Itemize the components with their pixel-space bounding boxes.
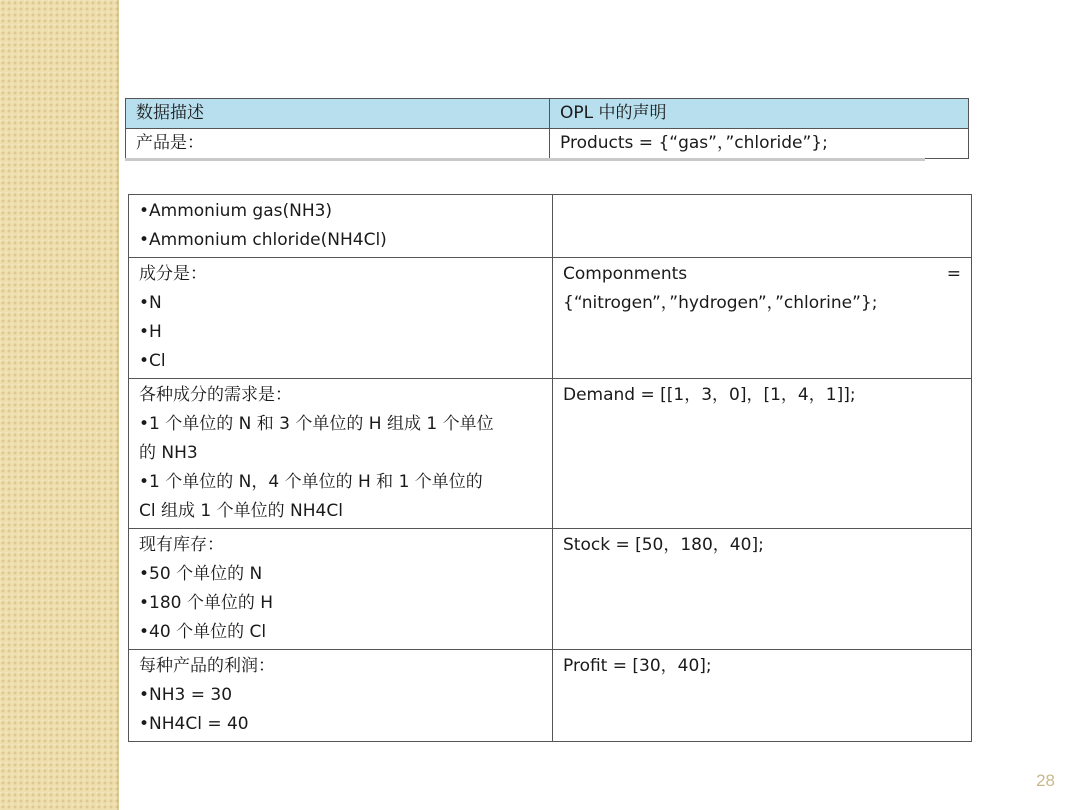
components-declaration-cell — [553, 258, 972, 379]
decorative-side-strip — [0, 0, 119, 810]
products-declaration: Products = {“gas”，”chloride”}; — [550, 129, 969, 159]
equals-sign: = — [946, 264, 961, 284]
components-keyword: Componments — [563, 264, 688, 284]
list-item: •NH4Cl = 40 — [139, 714, 249, 734]
list-item: •50 个单位的 N — [139, 564, 263, 584]
components-heading: 成分是： — [139, 264, 207, 284]
demand-declaration-cell — [553, 379, 972, 529]
products-description: 产品是： — [126, 129, 550, 159]
table-row — [129, 529, 972, 650]
components-cell — [129, 258, 553, 379]
stock-heading: 现有库存： — [139, 535, 224, 555]
list-item: 的 NH3 — [139, 443, 198, 463]
list-item: •Ammonium chloride(NH4Cl) — [139, 230, 387, 250]
data-table — [128, 194, 972, 742]
header-data-description: 数据描述 — [126, 99, 550, 129]
empty-cell — [553, 195, 972, 258]
header-table — [125, 98, 969, 159]
profit-declaration: Profit = [30，40]; — [563, 656, 712, 676]
products-list-cell — [129, 195, 553, 258]
profit-cell — [129, 650, 553, 742]
header-row — [126, 99, 969, 129]
stock-declaration: Stock = [50，180，40]; — [563, 535, 764, 555]
demand-cell — [129, 379, 553, 529]
table-row — [129, 195, 972, 258]
list-item: •180 个单位的 H — [139, 593, 274, 613]
list-item: •N — [139, 293, 162, 313]
demand-heading: 各种成分的需求是： — [139, 385, 292, 405]
list-item: •Cl — [139, 351, 166, 371]
page-number: 28 — [1036, 771, 1055, 790]
table-row — [129, 379, 972, 529]
demand-declaration: Demand = [[1，3，0]，[1，4，1]]; — [563, 385, 856, 405]
header-opl-declaration: OPL 中的声明 — [550, 99, 969, 129]
list-item: •H — [139, 322, 162, 342]
stock-declaration-cell — [553, 529, 972, 650]
table-row — [129, 650, 972, 742]
list-item: •1 个单位的 N，4 个单位的 H 和 1 个单位的 — [139, 472, 483, 492]
stock-cell — [129, 529, 553, 650]
table-row — [129, 258, 972, 379]
list-item: •NH3 = 30 — [139, 685, 233, 705]
products-row — [126, 129, 969, 159]
components-declaration-line — [563, 260, 961, 289]
profit-declaration-cell — [553, 650, 972, 742]
list-item: •1 个单位的 N 和 3 个单位的 H 组成 1 个单位 — [139, 414, 494, 434]
list-item: •Ammonium gas(NH3) — [139, 201, 333, 221]
list-item: •40 个单位的 Cl — [139, 622, 267, 642]
list-item: Cl 组成 1 个单位的 NH4Cl — [139, 501, 343, 521]
components-values: {“nitrogen”，”hydrogen”，”chlorine”}; — [563, 293, 878, 313]
table-shadow — [125, 158, 925, 161]
profit-heading: 每种产品的利润： — [139, 656, 275, 676]
